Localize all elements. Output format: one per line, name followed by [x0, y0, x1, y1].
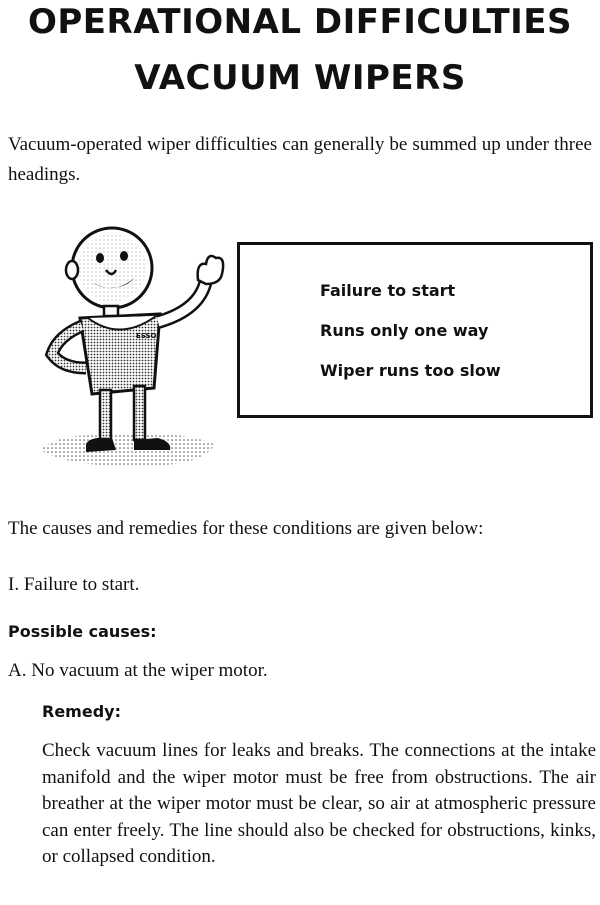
- intro-paragraph: Vacuum-operated wiper difficulties can generally be summed up under three headings.: [8, 134, 592, 185]
- difficulties-box: [237, 242, 593, 418]
- mascot-illustration: [30, 218, 230, 468]
- remedy-paragraph: Check vacuum lines for leaks and breaks. The connections at the intake manifold and the wiper motor must be free from obstructions. The air breather at the wiper motor must be clear, so air at atmospheric pressure can enter freely. The line should also be checked for obstructions, kinks, or collapsed condition.: [42, 740, 596, 867]
- causes-intro: The causes and remedies for these conditions are given below:: [8, 518, 484, 539]
- page-title-line-2: VACUUM WIPERS: [134, 58, 466, 98]
- section-heading: I. Failure to start.: [8, 574, 140, 595]
- difficulty-item: Failure to start: [320, 281, 456, 300]
- possible-causes-label: Possible causes:: [8, 622, 157, 641]
- difficulty-item: Wiper runs too slow: [320, 361, 501, 380]
- cause-item: A. No vacuum at the wiper motor.: [8, 660, 268, 681]
- difficulty-item: Runs only one way: [320, 321, 489, 340]
- mascot-badge: ESSO: [136, 332, 157, 340]
- page-title-line-1: OPERATIONAL DIFFICULTIES: [27, 2, 573, 42]
- remedy-label: Remedy:: [42, 702, 121, 721]
